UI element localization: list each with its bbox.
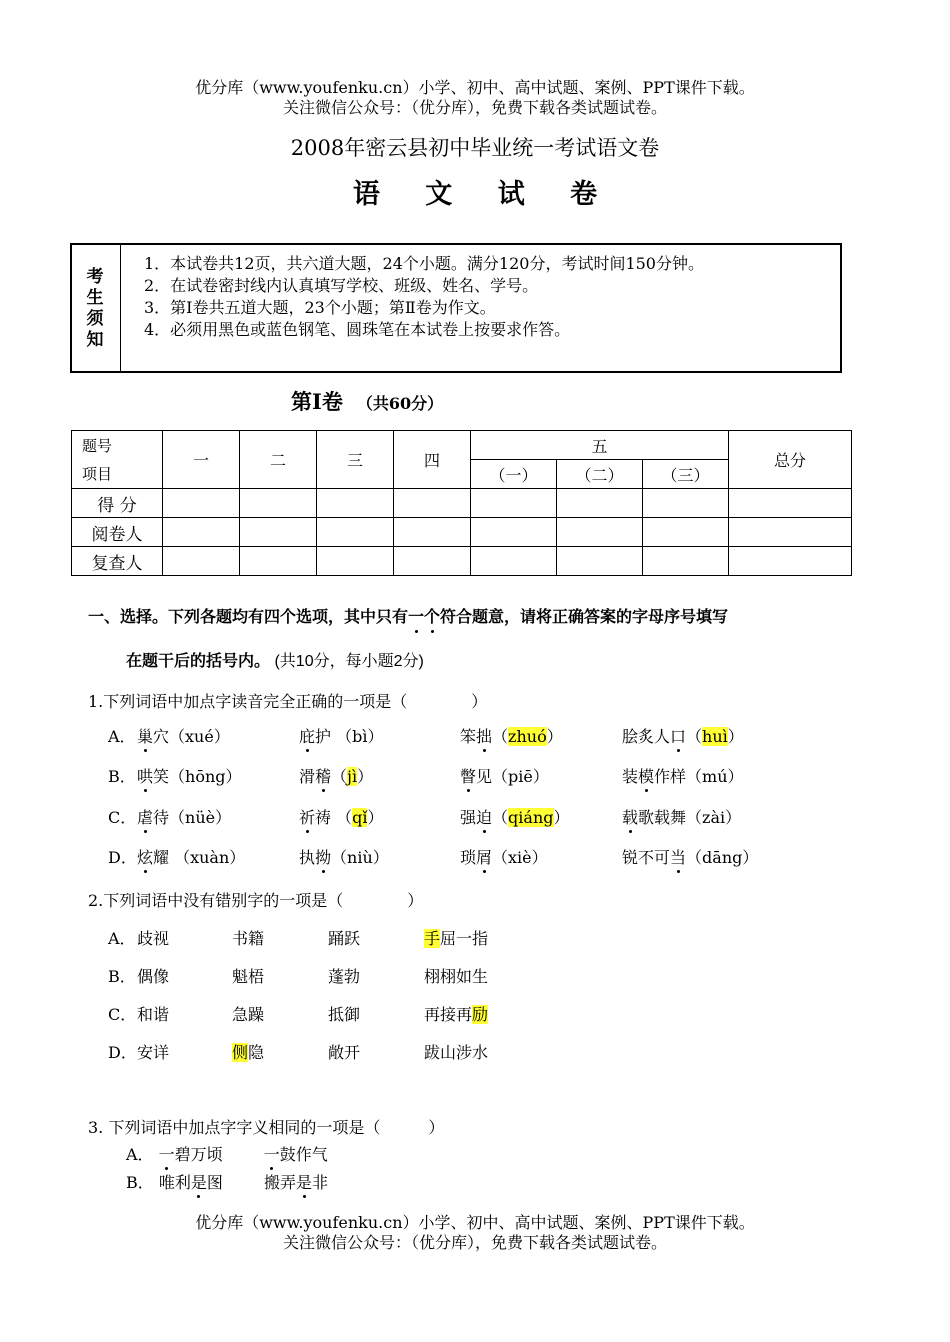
score-table — [71, 430, 852, 576]
col-header: 一 — [163, 431, 240, 489]
score-cell[interactable] — [643, 489, 729, 518]
exam-subtitle: 2008年密云县初中毕业统一考试语文卷 — [290, 136, 660, 160]
notice-item: 4．必须用黑色或蓝色钢笔、圆珠笔在本试卷上按要求作答。 — [144, 320, 571, 339]
q1-word: 瞥见（piē） — [460, 767, 549, 786]
dotted-char: 炫 — [137, 848, 154, 867]
q3-stem: 3. 下列词语中加点字字义相同的一项是（ ） — [88, 1118, 445, 1137]
q1-stem: 1.下列词语中加点字读音完全正确的一项是（ ） — [88, 692, 488, 711]
dotted-char: 一 — [263, 1145, 280, 1164]
q1-word: 琐屑（xiè） — [460, 848, 548, 867]
dotted-char: 载 — [622, 808, 639, 827]
dotted-char: 庇 — [299, 727, 316, 746]
dotted-char: 口 — [670, 727, 687, 746]
section1-text: 一、选择。下列各题均有四个选项，其中只有 — [88, 609, 409, 626]
score-cell[interactable] — [317, 518, 394, 547]
section1-text: 在题干后的括号内。 — [126, 653, 271, 670]
notice-list — [144, 253, 704, 341]
score-cell[interactable] — [394, 547, 471, 576]
dotted-char: 拗 — [315, 848, 332, 867]
section1-line2 — [126, 652, 424, 672]
dotted-char: 一 — [158, 1145, 175, 1164]
col-header-five: 五 — [471, 431, 729, 460]
q1-word: 滑稽（jì） — [299, 767, 374, 786]
q1-word: 祈祷 （qǐ） — [299, 808, 384, 827]
word: 碧万顷 — [174, 1145, 223, 1164]
col-header-total: 总分 — [729, 431, 852, 489]
highlighted-pinyin: huì — [702, 727, 728, 746]
q1-word: 强迫（qiáng） — [460, 808, 570, 827]
score-cell[interactable] — [729, 489, 852, 518]
footer-line-1: 优分库（www.youfenku.cn）小学、初中、高中试题、案例、PPT课件下载。 — [195, 1213, 755, 1232]
col-subheader: （三） — [643, 460, 729, 489]
score-cell[interactable] — [729, 547, 852, 576]
q1-word: 巢穴（xué） — [137, 727, 230, 746]
notice-label: 考生须知 — [86, 267, 104, 350]
q2-word: 蓬勃 — [328, 967, 361, 986]
score-cell[interactable] — [163, 547, 240, 576]
q2-word: 栩栩如生 — [424, 967, 489, 986]
dotted-char: 哄 — [137, 767, 154, 786]
q2-word: 手屈一指 — [424, 929, 489, 948]
q1-word: 脍炙人口（huì） — [622, 727, 744, 746]
score-cell[interactable] — [471, 518, 557, 547]
option-letter: C． — [108, 1005, 137, 1024]
header-label: 项目 — [82, 464, 113, 483]
word: 唯利 — [158, 1173, 191, 1192]
score-cell[interactable] — [643, 547, 729, 576]
volume-heading — [291, 386, 443, 416]
dotted-char: 祈 — [299, 808, 316, 827]
q1-word: 执拗（niù） — [299, 848, 389, 867]
q2-word: 敞开 — [328, 1043, 361, 1062]
dotted-char: 一 — [408, 609, 425, 626]
q3-option-b — [126, 1173, 328, 1193]
score-cell[interactable] — [729, 518, 852, 547]
q1-word: 炫耀 （xuàn） — [137, 848, 246, 867]
q1-word: 锐不可当（dāng） — [622, 848, 759, 867]
word: 鼓作气 — [279, 1145, 328, 1164]
word: 搬弄 — [264, 1173, 297, 1192]
notice-item: 1．本试卷共12页，共六道大题，24个小题。满分120分，考试时间150分钟。 — [144, 254, 704, 273]
score-cell[interactable] — [394, 489, 471, 518]
score-cell[interactable] — [240, 489, 317, 518]
footer-line-2: 关注微信公众号：（优分库），免费下载各类试题试卷。 — [282, 1233, 667, 1252]
q1-word: 笨拙（zhuó） — [460, 727, 563, 746]
q2-word: 魁梧 — [232, 967, 265, 986]
q2-word: 抵御 — [328, 1005, 361, 1024]
option-letter: D． — [108, 848, 137, 867]
highlighted-pinyin: qǐ — [352, 808, 368, 827]
row-label: 得 分 — [72, 489, 163, 518]
q1-word: 庇护 （bì） — [299, 727, 384, 746]
score-cell[interactable] — [394, 518, 471, 547]
q1-word: 虐待（nüè） — [137, 808, 232, 827]
dotted-char: 稽 — [315, 767, 332, 786]
option-letter: D． — [108, 1043, 137, 1062]
score-cell[interactable] — [317, 489, 394, 518]
dotted-char: 虐 — [137, 808, 154, 827]
volume-note: （共60分） — [356, 394, 444, 413]
score-cell[interactable] — [317, 547, 394, 576]
option-letter: A． — [108, 727, 136, 746]
score-cell[interactable] — [163, 518, 240, 547]
q2-word: 书籍 — [232, 929, 265, 948]
dotted-char: 是 — [190, 1173, 207, 1192]
word: 图 — [206, 1173, 223, 1192]
q1-word: 载歌载舞（zài） — [622, 808, 742, 827]
q2-word: 安详 — [137, 1043, 170, 1062]
q2-stem: 2.下列词语中没有错别字的一项是（ ） — [88, 891, 424, 910]
section1-score-note: (共10分，每小题2分) — [274, 653, 424, 670]
score-cell[interactable] — [557, 489, 643, 518]
exam-title: 语 文 试 卷 — [352, 179, 616, 210]
row-label: 阅卷人 — [72, 518, 163, 547]
header-label: 题号 — [82, 436, 113, 455]
header-cell — [72, 431, 163, 489]
score-cell[interactable] — [471, 547, 557, 576]
option-letter: A． — [126, 1145, 154, 1164]
dotted-char: 迫 — [476, 808, 493, 827]
q2-word: 歧视 — [137, 929, 170, 948]
header-line-1: 优分库（www.youfenku.cn）小学、初中、高中试题、案例、PPT课件下载。 — [195, 78, 755, 97]
dotted-char: 是 — [296, 1173, 313, 1192]
highlighted-pinyin: qiáng — [508, 808, 554, 827]
option-letter: C． — [108, 808, 137, 827]
dotted-char: 屑 — [476, 848, 493, 867]
dotted-char: 当 — [670, 848, 687, 867]
score-cell[interactable] — [471, 489, 557, 518]
dotted-char: 个 — [424, 609, 441, 626]
option-letter: A． — [108, 929, 136, 948]
score-cell[interactable] — [557, 518, 643, 547]
header-line-2: 关注微信公众号：（优分库），免费下载各类试题试卷。 — [282, 98, 667, 117]
score-cell[interactable] — [240, 547, 317, 576]
notice-item: 3．第Ⅰ卷共五道大题，23个小题；第Ⅱ卷为作文。 — [144, 298, 496, 317]
col-header: 三 — [317, 431, 394, 489]
score-cell[interactable] — [163, 489, 240, 518]
col-header: 二 — [240, 431, 317, 489]
option-letter: B． — [108, 967, 136, 986]
score-cell[interactable] — [240, 518, 317, 547]
q1-word: 装模作样（mú） — [622, 767, 744, 786]
col-subheader: （一） — [471, 460, 557, 489]
volume-title: 第Ⅰ卷 — [291, 389, 343, 414]
dotted-char: 拙 — [476, 727, 493, 746]
row-label: 复查人 — [72, 547, 163, 576]
score-cell[interactable] — [557, 547, 643, 576]
notice-box — [70, 243, 842, 373]
word: 非 — [312, 1173, 329, 1192]
q2-word: 再接再励 — [424, 1005, 489, 1024]
q2-word: 偶像 — [137, 967, 170, 986]
dotted-char: 模 — [638, 767, 655, 786]
option-letter: B． — [108, 767, 136, 786]
q1-word: 哄笑（hōng） — [137, 767, 242, 786]
dotted-char: 瞥 — [460, 767, 477, 786]
highlighted-pinyin: zhuó — [508, 727, 547, 746]
col-header: 四 — [394, 431, 471, 489]
section1-line1 — [88, 608, 728, 628]
section1-text: 符合题意，请将正确答案的字母序号填写 — [440, 609, 729, 626]
q2-word: 侧隐 — [232, 1043, 265, 1062]
q2-word: 急躁 — [232, 1005, 265, 1024]
option-letter: B． — [126, 1173, 154, 1192]
q2-word: 和谐 — [137, 1005, 170, 1024]
highlighted-pinyin: jì — [347, 767, 358, 786]
score-cell[interactable] — [643, 518, 729, 547]
dotted-char: 巢 — [137, 727, 154, 746]
q2-word: 踊跃 — [328, 929, 361, 948]
q3-option-a — [126, 1145, 328, 1165]
notice-item: 2．在试卷密封线内认真填写学校、班级、姓名、学号。 — [144, 276, 539, 295]
col-subheader: （二） — [557, 460, 643, 489]
q2-word: 跋山涉水 — [424, 1043, 489, 1062]
